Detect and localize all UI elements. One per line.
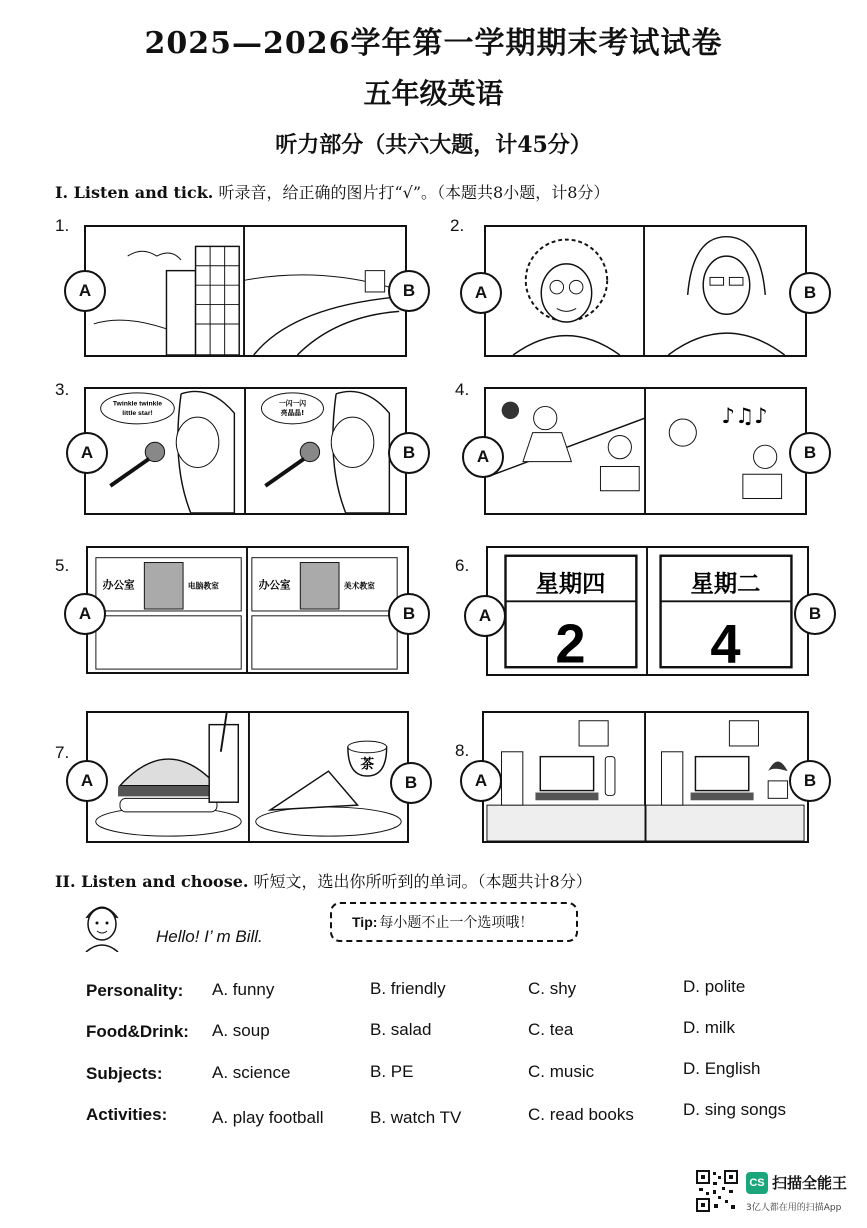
question-number-7: 7. bbox=[55, 743, 70, 762]
q6-scene-calendars bbox=[488, 548, 807, 674]
option-food-d[interactable]: D. milk bbox=[683, 1018, 735, 1037]
qr-code-icon bbox=[696, 1170, 738, 1212]
q1-scene-city-river bbox=[86, 227, 405, 355]
q5-sign-b-art-room: 美术教室 bbox=[343, 581, 375, 591]
q6-option-b[interactable]: B bbox=[794, 593, 836, 635]
q6-calendar-b-day: 星期二 bbox=[690, 570, 761, 598]
camscanner-tagline: 3亿人都在用的扫描App bbox=[746, 1203, 842, 1213]
question-number-5: 5. bbox=[55, 556, 70, 575]
camscanner-logo: CS bbox=[746, 1172, 768, 1194]
camscanner-brand: 扫描全能王 bbox=[772, 1174, 848, 1192]
question-number-4: 4. bbox=[455, 380, 470, 399]
q5-sign-a-office: 办公室 bbox=[102, 578, 135, 592]
tip-text: 每小题不止一个选项哦！ bbox=[379, 915, 534, 931]
q6-calendar-a-day: 星期四 bbox=[535, 570, 606, 598]
q6-calendar-a-number: 2 bbox=[555, 613, 586, 674]
question-number-1: 1. bbox=[55, 216, 70, 235]
category-food-drink: Food&Drink: bbox=[86, 1022, 189, 1041]
option-personality-d[interactable]: D. polite bbox=[683, 977, 746, 996]
bill-avatar bbox=[74, 896, 130, 952]
q7-cup-label: 茶 bbox=[360, 756, 375, 773]
question-number-3: 3. bbox=[55, 380, 70, 399]
option-subjects-a[interactable]: A. science bbox=[212, 1063, 291, 1082]
q3-bubble-a-line2: little star! bbox=[122, 410, 153, 418]
q7-picture bbox=[86, 711, 409, 843]
q4-option-b[interactable]: B bbox=[789, 432, 831, 474]
q2-scene-two-women bbox=[486, 227, 805, 355]
q1-option-a[interactable]: A bbox=[64, 270, 106, 312]
category-activities: Activities: bbox=[86, 1105, 168, 1124]
option-subjects-b[interactable]: B. PE bbox=[370, 1062, 414, 1081]
section2-roman: II. Listen and choose. bbox=[55, 872, 249, 891]
option-subjects-d[interactable]: D. English bbox=[683, 1059, 761, 1078]
q5-option-a[interactable]: A bbox=[64, 593, 106, 635]
section1-roman: I. Listen and tick. bbox=[55, 183, 214, 202]
option-subjects-c[interactable]: C. music bbox=[528, 1062, 595, 1081]
option-activities-c[interactable]: C. read books bbox=[528, 1105, 634, 1124]
q2-option-b[interactable]: B bbox=[789, 272, 831, 314]
option-personality-b[interactable]: B. friendly bbox=[370, 979, 446, 998]
q3-bubble-a-line1: Twinkle twinkle bbox=[112, 400, 163, 408]
option-activities-a[interactable]: A. play football bbox=[212, 1108, 324, 1127]
section2-heading bbox=[55, 869, 592, 892]
q8-picture bbox=[482, 711, 809, 843]
svg-text:♪♫♪: ♪♫♪ bbox=[721, 403, 768, 429]
exam-title: 2025—2026学年第一学期期末考试试卷 bbox=[144, 26, 723, 61]
option-personality-a[interactable]: A. funny bbox=[212, 980, 275, 999]
q7-option-b[interactable]: B bbox=[390, 762, 432, 804]
q1-picture bbox=[84, 225, 407, 357]
question-number-8: 8. bbox=[455, 741, 470, 760]
q4-picture bbox=[484, 387, 807, 515]
question-number-6: 6. bbox=[455, 556, 470, 575]
q5-sign-b-office: 办公室 bbox=[258, 578, 291, 592]
q3-bubble-b-line2: 亮晶晶! bbox=[280, 409, 305, 418]
q3-bubble-b-line1: 一闪一闪 bbox=[278, 399, 307, 408]
section1-instruction: 听录音，给正确的图片打“√”。（本题共8小题，计8分） bbox=[218, 183, 610, 202]
q5-picture bbox=[86, 546, 409, 674]
listening-part-title: 听力部分（共六大题，计45分） bbox=[275, 132, 592, 158]
option-activities-b[interactable]: B. watch TV bbox=[370, 1108, 462, 1127]
section2-instruction: 听短文，选出你所听到的单词。（本题共计8分） bbox=[253, 872, 592, 891]
option-personality-c[interactable]: C. shy bbox=[528, 979, 577, 998]
q3-option-b[interactable]: B bbox=[388, 432, 430, 474]
section1-heading bbox=[55, 180, 609, 203]
question-number-2: 2. bbox=[450, 216, 465, 235]
q8-option-b[interactable]: B bbox=[789, 760, 831, 802]
tip-box bbox=[330, 902, 578, 942]
category-subjects: Subjects: bbox=[86, 1064, 163, 1083]
option-food-a[interactable]: A. soup bbox=[212, 1021, 270, 1040]
q1-option-b[interactable]: B bbox=[388, 270, 430, 312]
q2-picture bbox=[484, 225, 807, 357]
option-activities-d[interactable]: D. sing songs bbox=[683, 1100, 786, 1119]
option-food-b[interactable]: B. salad bbox=[370, 1020, 432, 1039]
option-food-c[interactable]: C. tea bbox=[528, 1020, 574, 1039]
q8-option-a[interactable]: A bbox=[460, 760, 502, 802]
tip-label: Tip: bbox=[352, 914, 378, 930]
q2-option-a[interactable]: A bbox=[460, 272, 502, 314]
q6-option-a[interactable]: A bbox=[464, 595, 506, 637]
q4-option-a[interactable]: A bbox=[462, 436, 504, 478]
q3-scene-girl-singing bbox=[86, 389, 405, 513]
q3-option-a[interactable]: A bbox=[66, 432, 108, 474]
q8-scene-computer-desk bbox=[484, 713, 807, 841]
q5-option-b[interactable]: B bbox=[388, 593, 430, 635]
grade-subject: 五年级英语 bbox=[363, 77, 504, 110]
category-personality: Personality: bbox=[86, 981, 184, 1000]
q4-scene-pingpong-music bbox=[486, 389, 805, 513]
q7-option-a[interactable]: A bbox=[66, 760, 108, 802]
q3-picture bbox=[84, 387, 407, 515]
q7-scene-burger-sandwich bbox=[88, 713, 407, 841]
q6-picture bbox=[486, 546, 809, 676]
bill-greeting: Hello! I’ m Bill. bbox=[156, 927, 263, 946]
q5-sign-a-computer-room: 电脑教室 bbox=[187, 581, 219, 591]
q5-scene-school-building bbox=[88, 548, 407, 672]
q6-calendar-b-number: 4 bbox=[710, 613, 741, 674]
